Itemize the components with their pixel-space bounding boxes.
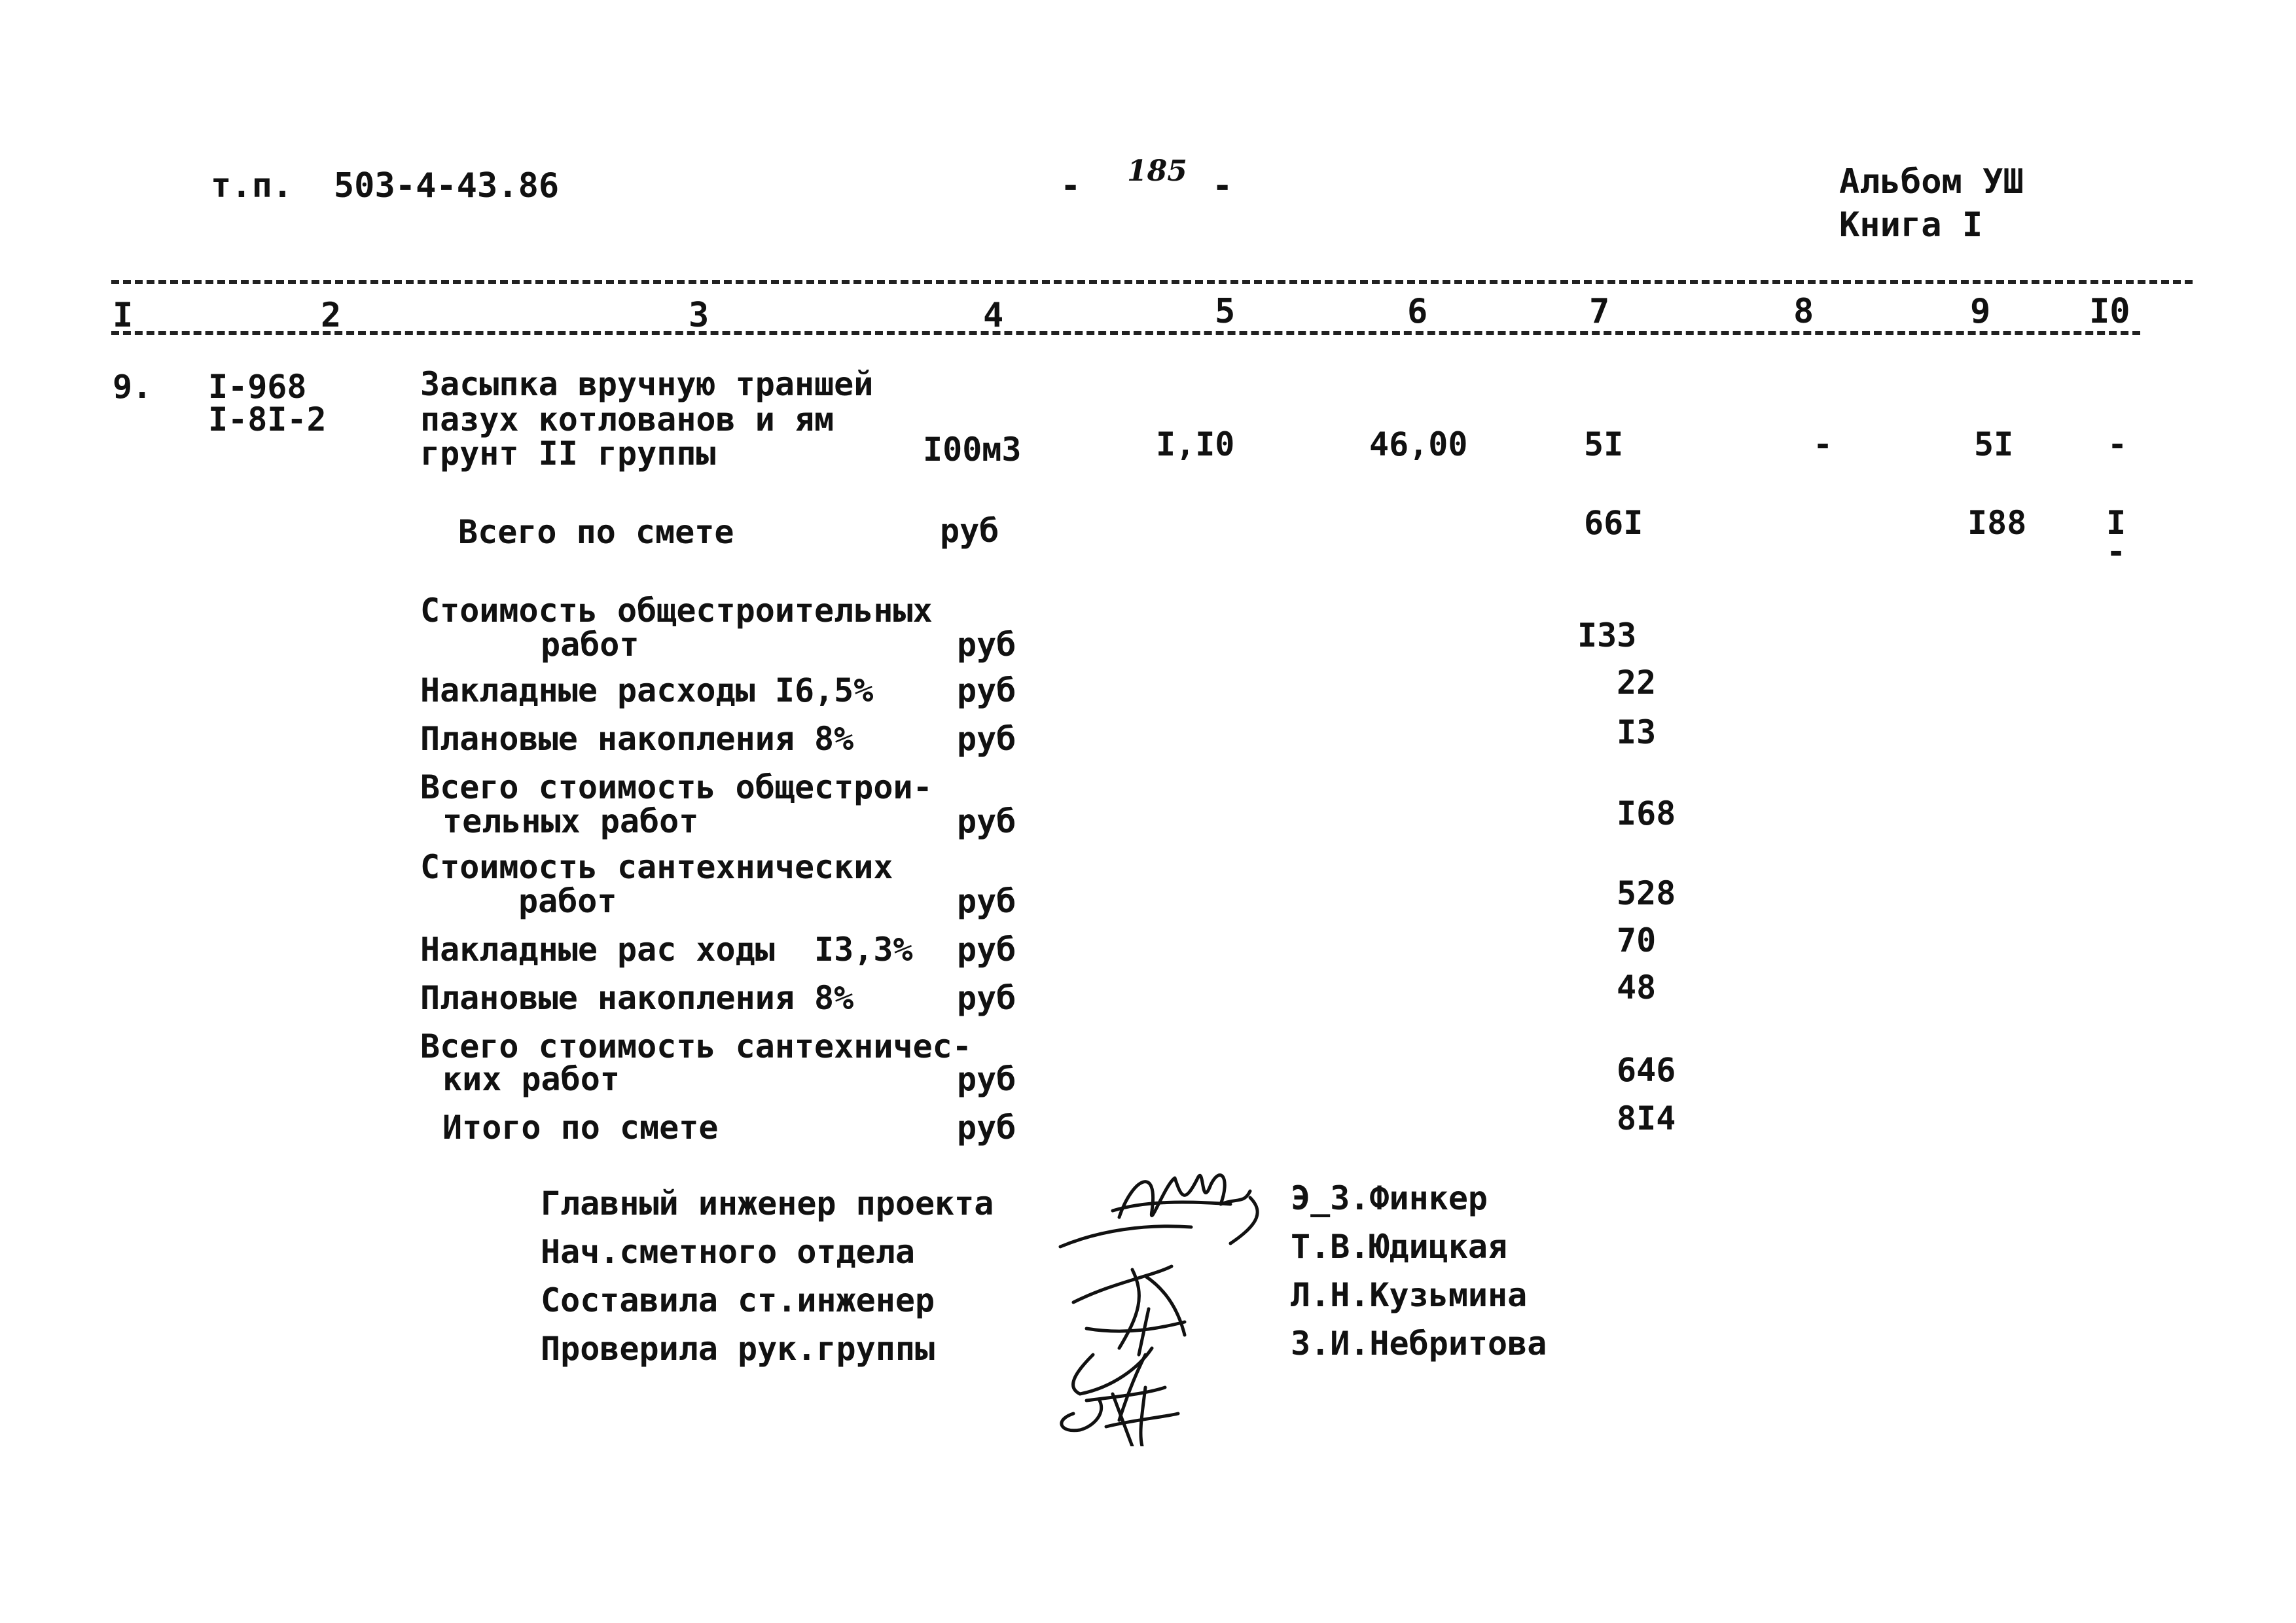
row-code-2: I-8I-2: [208, 401, 327, 438]
name-checked-by: З.И.Небритова: [1291, 1325, 1547, 1363]
row-unit: I00м3: [923, 431, 1022, 469]
total-estimate-col-9: I88: [1967, 504, 2027, 542]
book-label: Книга I: [1839, 205, 1983, 245]
summary-label: Стоимость общестроительных: [420, 592, 933, 630]
col-2: 2: [321, 296, 342, 335]
summary-unit: руб: [957, 931, 1016, 969]
page-number: 185: [1127, 154, 1187, 188]
total-estimate-label: Всего по смете: [458, 513, 734, 551]
name-chief-engineer: Э_З.Финкер: [1291, 1179, 1488, 1217]
summary-label: Стоимость сантехнических: [420, 848, 893, 886]
col-3: 3: [689, 296, 709, 335]
row-col-8: -: [1813, 425, 1833, 463]
row-quantity: I,I0: [1156, 425, 1235, 463]
row-name-line-2: пазух котлованов и ям: [420, 401, 834, 438]
row-unit-price: 46,00: [1369, 425, 1468, 463]
summary-unit: руб: [957, 1109, 1016, 1147]
summary-value: I33: [1577, 616, 1637, 654]
summary-unit: руб: [957, 626, 1016, 664]
signature-1: [1060, 1175, 1257, 1247]
summary-label-cont: тельных работ: [442, 802, 699, 840]
col-10: I0: [2089, 292, 2130, 331]
row-name-line-1: Засыпка вручную траншей: [420, 365, 874, 403]
summary-value: 646: [1617, 1051, 1676, 1089]
summary-label: Всего стоимость сантехничес-: [420, 1027, 972, 1065]
page-dash-left: -: [1060, 166, 1081, 205]
album-label: Альбом УШ: [1839, 162, 2024, 202]
summary-unit: руб: [957, 882, 1016, 920]
summary-unit: руб: [957, 979, 1016, 1017]
name-estimate-head: Т.В.Юдицкая: [1291, 1228, 1508, 1266]
row-total: 5I: [1584, 425, 1624, 463]
col-7: 7: [1589, 292, 1610, 331]
summary-label-cont: работ: [518, 882, 617, 920]
summary-label: Плановые накопления 8%: [420, 979, 854, 1017]
header-top-rule: [111, 280, 2193, 284]
total-estimate-col-10: I: [2106, 504, 2126, 542]
header-bottom-rule: [111, 331, 2140, 335]
summary-unit: руб: [957, 1060, 1016, 1098]
row-number: 9.: [113, 368, 152, 406]
summary-value: 528: [1617, 874, 1676, 912]
total-estimate-col-10-mark: -: [2106, 533, 2126, 571]
summary-label: Плановые накопления 8%: [420, 720, 854, 758]
doc-reference: т.п. 503-4-43.86: [211, 166, 560, 205]
summary-label-cont: ких работ: [442, 1060, 620, 1098]
total-estimate-col-7: 66I: [1584, 504, 1643, 542]
summary-value: 48: [1617, 969, 1657, 1007]
row-name-line-3: грунт II группы: [420, 435, 716, 473]
summary-label-cont: работ: [541, 626, 639, 664]
summary-value: 8I4: [1617, 1099, 1676, 1137]
role-checked-by: Проверила рук.группы: [541, 1330, 935, 1368]
col-9: 9: [1970, 292, 1991, 331]
role-compiled-by: Составила ст.инженер: [541, 1281, 935, 1319]
summary-label: Накладные расходы I6,5%: [420, 671, 874, 709]
summary-label: Накладные рас ходы I3,3%: [420, 931, 913, 969]
summary-unit: руб: [957, 802, 1016, 840]
col-4: 4: [983, 296, 1004, 335]
summary-label: Всего стоимость общестрои-: [420, 768, 933, 806]
role-estimate-head: Нач.сметного отдела: [541, 1233, 915, 1271]
summary-value: 22: [1617, 664, 1657, 702]
row-col-10: -: [2108, 425, 2128, 463]
name-compiled-by: Л.Н.Кузьмина: [1291, 1276, 1528, 1314]
role-chief-engineer: Главный инженер проекта: [541, 1185, 994, 1222]
col-8: 8: [1793, 292, 1814, 331]
row-col-9: 5I: [1974, 425, 2014, 463]
signature-2: [1073, 1266, 1185, 1355]
col-5: 5: [1215, 292, 1236, 331]
summary-value: 70: [1617, 921, 1657, 959]
summary-value: I68: [1617, 794, 1676, 832]
handwritten-signatures: [1034, 1139, 1270, 1446]
row-code-1: I-968: [208, 368, 307, 406]
total-estimate-unit: руб: [940, 512, 999, 550]
summary-unit: руб: [957, 671, 1016, 709]
summary-unit: руб: [957, 720, 1016, 758]
col-1: I: [113, 296, 134, 335]
col-6: 6: [1407, 292, 1428, 331]
summary-label: Итого по смете: [442, 1109, 719, 1147]
page-dash-right: -: [1212, 166, 1233, 205]
summary-value: I3: [1617, 713, 1657, 751]
